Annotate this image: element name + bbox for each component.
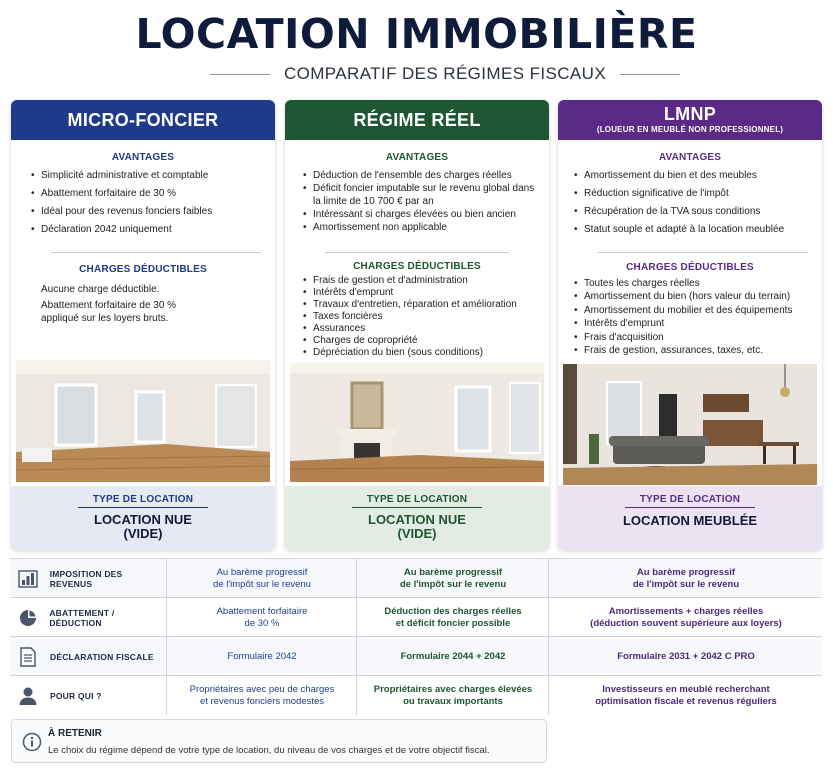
divider bbox=[325, 252, 509, 253]
charges-text: Aucune charge déductible. bbox=[41, 284, 160, 295]
list-item: • Amortissement du bien (hors valeur du terrain) bbox=[572, 290, 814, 303]
table-cell bbox=[548, 637, 823, 676]
type-value: LOCATION MEUBLÉE bbox=[622, 513, 758, 528]
type-label: TYPE DE LOCATION bbox=[92, 494, 194, 505]
type-rule bbox=[78, 507, 208, 508]
list-item: • Taxes foncières bbox=[301, 311, 539, 323]
list-item: • Frais de gestion, assurances, taxes, etc. bbox=[572, 344, 814, 357]
row-label-text: DÉCLARATION FISCALE bbox=[50, 651, 154, 662]
type-rule bbox=[352, 507, 482, 508]
list-item: • Intéressant si charges élevées ou bien ancien bbox=[301, 208, 535, 221]
takeaway-text: Le choix du régime dépend de votre type de location, du niveau de vos charges et de votre objectif fiscal. bbox=[48, 745, 490, 756]
subtitle-row bbox=[210, 63, 680, 85]
table-row bbox=[10, 558, 822, 598]
type-label: TYPE DE LOCATION bbox=[366, 494, 468, 505]
row-label bbox=[10, 676, 166, 715]
cell-line: Abattement forfaitaire bbox=[216, 605, 308, 617]
table-cell bbox=[356, 637, 549, 676]
type-rule bbox=[625, 507, 755, 508]
table-cell bbox=[548, 676, 823, 715]
charges-text: Abattement forfaitaire de 30 % bbox=[41, 300, 177, 311]
row-label-text: IMPOSITION DES REVENUS bbox=[49, 568, 123, 589]
list-item: • Frais d'acquisition bbox=[572, 331, 814, 344]
subtitle-rule-left bbox=[210, 74, 270, 75]
table-row bbox=[10, 675, 822, 715]
type-location-box bbox=[11, 486, 275, 550]
cell-line: (déduction souvent supérieure aux loyers) bbox=[590, 617, 782, 629]
charges-title: CHARGES DÉDUCTIBLES bbox=[626, 262, 754, 273]
cell-line: et revenus fonciers modestes bbox=[199, 695, 325, 707]
cell-line: de 30 % bbox=[244, 617, 280, 629]
list-item: • Abattement forfaitaire de 30 % bbox=[29, 187, 257, 200]
cell-line: de l'impôt sur le revenu bbox=[632, 578, 740, 590]
row-label bbox=[10, 559, 166, 598]
list-item: • Intérêts d'emprunt bbox=[572, 317, 814, 330]
takeaway-title: À RETENIR bbox=[48, 728, 102, 739]
cell-line: de l'impôt sur le revenu bbox=[399, 578, 507, 590]
type-value: LOCATION NUE bbox=[368, 512, 466, 527]
table-cell bbox=[166, 676, 357, 715]
empty-apartment-photo bbox=[16, 360, 270, 482]
card-title-block bbox=[558, 100, 822, 140]
cell-line: Formulaire 2031 + 2042 C PRO bbox=[617, 650, 755, 662]
card-subtitle: (LOUEUR EN MEUBLÉ NON PROFESSIONNEL) bbox=[596, 125, 784, 134]
type-label: TYPE DE LOCATION bbox=[639, 494, 741, 505]
list-item: • Déduction de l'ensemble des charges réelles bbox=[301, 169, 535, 182]
page-subtitle: COMPARATIF DES RÉGIMES FISCAUX bbox=[283, 64, 607, 83]
cell-line: Formulaire 2042 bbox=[227, 650, 297, 662]
advantages-list bbox=[572, 169, 812, 236]
cell-line: Formulaire 2044 + 2042 bbox=[400, 650, 506, 662]
list-item: • Amortissement non applicable bbox=[301, 221, 535, 234]
list-item: • Déficit foncier imputable sur le revenu global dans la limite de 10 700 € par an bbox=[301, 182, 535, 208]
list-item: • Charges de copropriété bbox=[301, 335, 539, 347]
row-label bbox=[10, 637, 166, 676]
advantages-list bbox=[29, 169, 257, 236]
table-cell bbox=[548, 559, 823, 598]
charges-list bbox=[301, 275, 539, 359]
list-item: • Statut souple et adapté à la location meublée bbox=[572, 223, 812, 236]
table-row bbox=[10, 597, 822, 637]
type-location-box bbox=[285, 486, 549, 550]
list-item: • Récupération de la TVA sous conditions bbox=[572, 205, 812, 218]
row-label bbox=[10, 598, 166, 637]
cell-line: Au barème progressif bbox=[403, 566, 503, 578]
cell-line: Au barème progressif bbox=[636, 566, 736, 578]
list-item: • Frais de gestion et d'administration bbox=[301, 275, 539, 287]
card-title: LMNP bbox=[663, 104, 717, 124]
cell-line: et déficit foncier possible bbox=[395, 617, 511, 629]
table-cell bbox=[166, 598, 357, 637]
page-title: LOCATION IMMOBILIÈRE bbox=[135, 10, 698, 58]
cell-line: optimisation fiscale et revenus réguliers bbox=[595, 695, 777, 707]
row-label-text: ABATTEMENT / DÉDUCTION bbox=[49, 607, 115, 628]
classic-apartment-photo bbox=[290, 363, 544, 482]
subtitle-rule-right bbox=[620, 74, 680, 75]
divider bbox=[51, 252, 261, 253]
advantages-title: AVANTAGES bbox=[658, 152, 722, 163]
type-location-box bbox=[558, 486, 822, 550]
card-title: MICRO-FONCIER bbox=[11, 100, 275, 140]
list-item: • Assurances bbox=[301, 323, 539, 335]
row-label-text: POUR QUI ? bbox=[50, 690, 102, 701]
table-cell bbox=[166, 559, 357, 598]
charges-title: CHARGES DÉDUCTIBLES bbox=[79, 264, 207, 275]
advantages-title: AVANTAGES bbox=[111, 152, 175, 163]
advantages-title: AVANTAGES bbox=[385, 152, 449, 163]
card-regime-reel bbox=[285, 100, 549, 550]
document-icon bbox=[16, 647, 40, 667]
charges-text: appliqué sur les loyers bruts. bbox=[41, 313, 169, 324]
table-cell bbox=[548, 598, 823, 637]
cell-line: ou travaux importants bbox=[403, 695, 503, 707]
cell-line: de l'impôt sur le revenu bbox=[213, 578, 311, 590]
charges-title: CHARGES DÉDUCTIBLES bbox=[353, 261, 481, 272]
list-item: • Toutes les charges réelles bbox=[572, 277, 814, 290]
bar-chart-icon bbox=[16, 570, 40, 588]
cell-line: Investisseurs en meublé recherchant bbox=[602, 683, 770, 695]
type-value: (VIDE) bbox=[123, 526, 163, 541]
charges-list bbox=[572, 277, 814, 357]
list-item: • Simplicité administrative et comptable bbox=[29, 169, 257, 182]
table-cell bbox=[356, 559, 549, 598]
table-cell bbox=[356, 676, 549, 715]
cell-line: Amortissements + charges réelles bbox=[608, 605, 764, 617]
list-item: • Travaux d'entretien, réparation et amélioration bbox=[301, 299, 539, 311]
cell-line: Propriétaires avec charges élevées bbox=[373, 683, 533, 695]
list-item: • Déclaration 2042 uniquement bbox=[29, 223, 257, 236]
list-item: • Réduction significative de l'impôt bbox=[572, 187, 812, 200]
table-cell bbox=[166, 637, 357, 676]
list-item: • Amortissement du mobilier et des équipements bbox=[572, 304, 814, 317]
info-icon bbox=[22, 732, 42, 757]
list-item: • Idéal pour des revenus fonciers faibles bbox=[29, 205, 257, 218]
type-value: LOCATION NUE bbox=[94, 512, 192, 527]
advantages-list bbox=[301, 169, 535, 234]
furnished-apartment-photo bbox=[563, 364, 817, 485]
comparison-table bbox=[10, 558, 822, 714]
list-item: • Amortissement du bien et des meubles bbox=[572, 169, 812, 182]
pie-chart-icon bbox=[16, 608, 39, 628]
card-title: RÉGIME RÉEL bbox=[285, 100, 549, 140]
table-row bbox=[10, 636, 822, 676]
cell-line: Au barème progressif bbox=[216, 566, 308, 578]
cell-line: Propriétaires avec peu de charges bbox=[189, 683, 335, 695]
user-icon bbox=[16, 686, 40, 706]
list-item: • Intérêts d'emprunt bbox=[301, 287, 539, 299]
key-takeaway-box bbox=[11, 719, 547, 763]
card-micro-foncier bbox=[11, 100, 275, 550]
table-cell bbox=[356, 598, 549, 637]
cell-line: Déduction des charges réelles bbox=[384, 605, 522, 617]
list-item: • Dépréciation du bien (sous conditions) bbox=[301, 347, 539, 359]
divider bbox=[598, 252, 808, 253]
type-value: (VIDE) bbox=[397, 526, 437, 541]
card-lmnp bbox=[558, 100, 822, 550]
